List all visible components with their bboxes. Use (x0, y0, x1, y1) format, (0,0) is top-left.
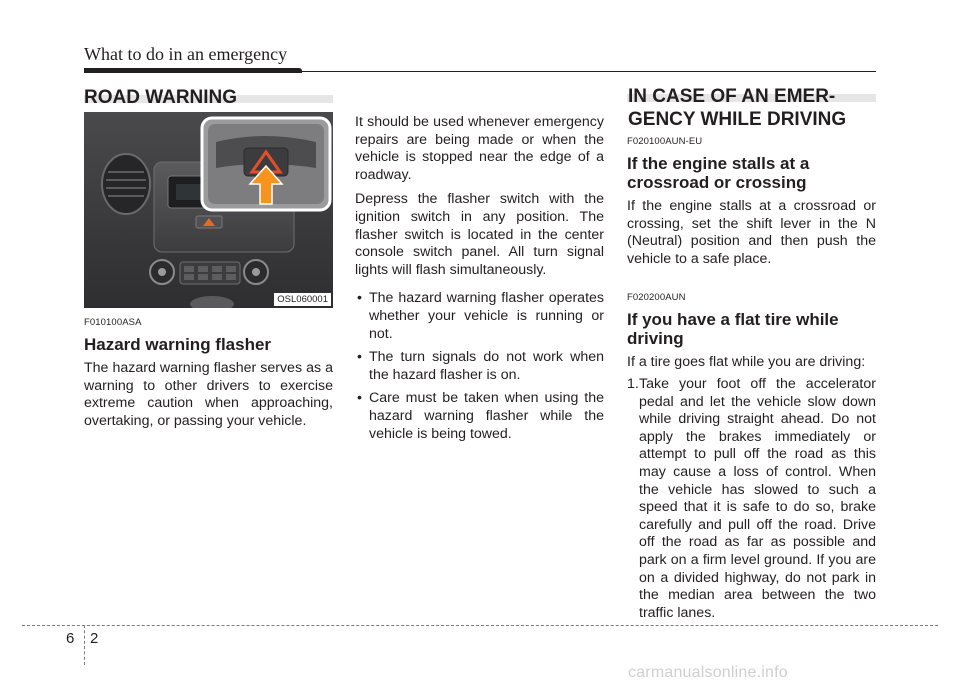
footer-dashed-divider (84, 625, 85, 665)
watermark: carmanualsonline.info (628, 664, 788, 681)
paragraph-hazard-intro: The hazard warning flasher serves as a warning to other drivers to exercise extreme caution when approaching, overtaking, or passing your vehicle. (84, 360, 333, 429)
section-code: F020100AUN-EU (627, 136, 703, 147)
list-item: • The hazard warning flasher operates whether your vehicle is running or not. (355, 290, 604, 343)
paragraph-flat-tire-intro: If a tire goes flat while you are driving: (627, 354, 866, 371)
subhead-hazard-warning-flasher: Hazard warning flasher (84, 335, 272, 354)
page-header-title: What to do in an emergency (84, 44, 288, 64)
list-item-number: 1. (627, 375, 639, 392)
header-rule-thin (84, 71, 876, 72)
section-code: F020200AUN (627, 292, 686, 304)
chapter-number: 6 (66, 630, 75, 647)
image-caption: OSL060001 (274, 293, 331, 306)
list-item: • The turn signals do not work when the hazard flasher is on. (355, 349, 604, 384)
section-title-emergency-line2: GENCY WHILE DRIVING (628, 109, 847, 130)
page-number: 2 (90, 630, 99, 647)
list-item-text: Take your foot off the accelerator pedal and let the vehicle slow down while driving straight ahead. Do not apply the brakes immediately or attempt to pull off the road as this may cause a loss of control. When the vehicle has slowed to such a speed that it is safe to do so, brake carefully and pull off the road. Drive off the road as far as possible and park on a firm level ground. If you are on a divided highway, do not park in the median area between the two traffic lanes. (639, 375, 876, 621)
numbered-list (627, 376, 876, 622)
bullet-list (355, 290, 604, 443)
section-code: F010100ASA (84, 317, 142, 328)
subhead-engine-stalls: If the engine stalls at a crossroad or crossing (627, 154, 810, 192)
dashboard-photo (84, 112, 333, 308)
dashboard-illustration (84, 112, 333, 308)
left-column (84, 317, 333, 430)
paragraph-engine-stalls: If the engine stalls at a crossroad or crossing, set the shift lever in the N (Neutral) position and then push the vehicle to a safe place. (627, 198, 876, 267)
middle-column (355, 114, 604, 443)
subhead-flat-tire: If you have a flat tire while driving (627, 310, 839, 349)
list-item: • Care must be taken when using the hazard warning flasher while the vehicle is being towed. (355, 390, 604, 443)
section-title-road-warning: ROAD WARNING (84, 87, 238, 108)
list-item (627, 376, 876, 622)
section-title-emergency-line1: IN CASE OF AN EMER- (628, 86, 836, 107)
paragraph-usage: It should be used whenever emergency repairs are being made or when the vehicle is stopped near the edge of a roadway. (355, 114, 604, 183)
right-column (627, 136, 876, 622)
paragraph-flasher-switch: Depress the flasher switch with the ignition switch in any position. The flasher switch is located in the center console switch panel. All turn signal lights will flash simultaneously. (355, 191, 604, 278)
footer-dashed-rule (22, 625, 938, 626)
